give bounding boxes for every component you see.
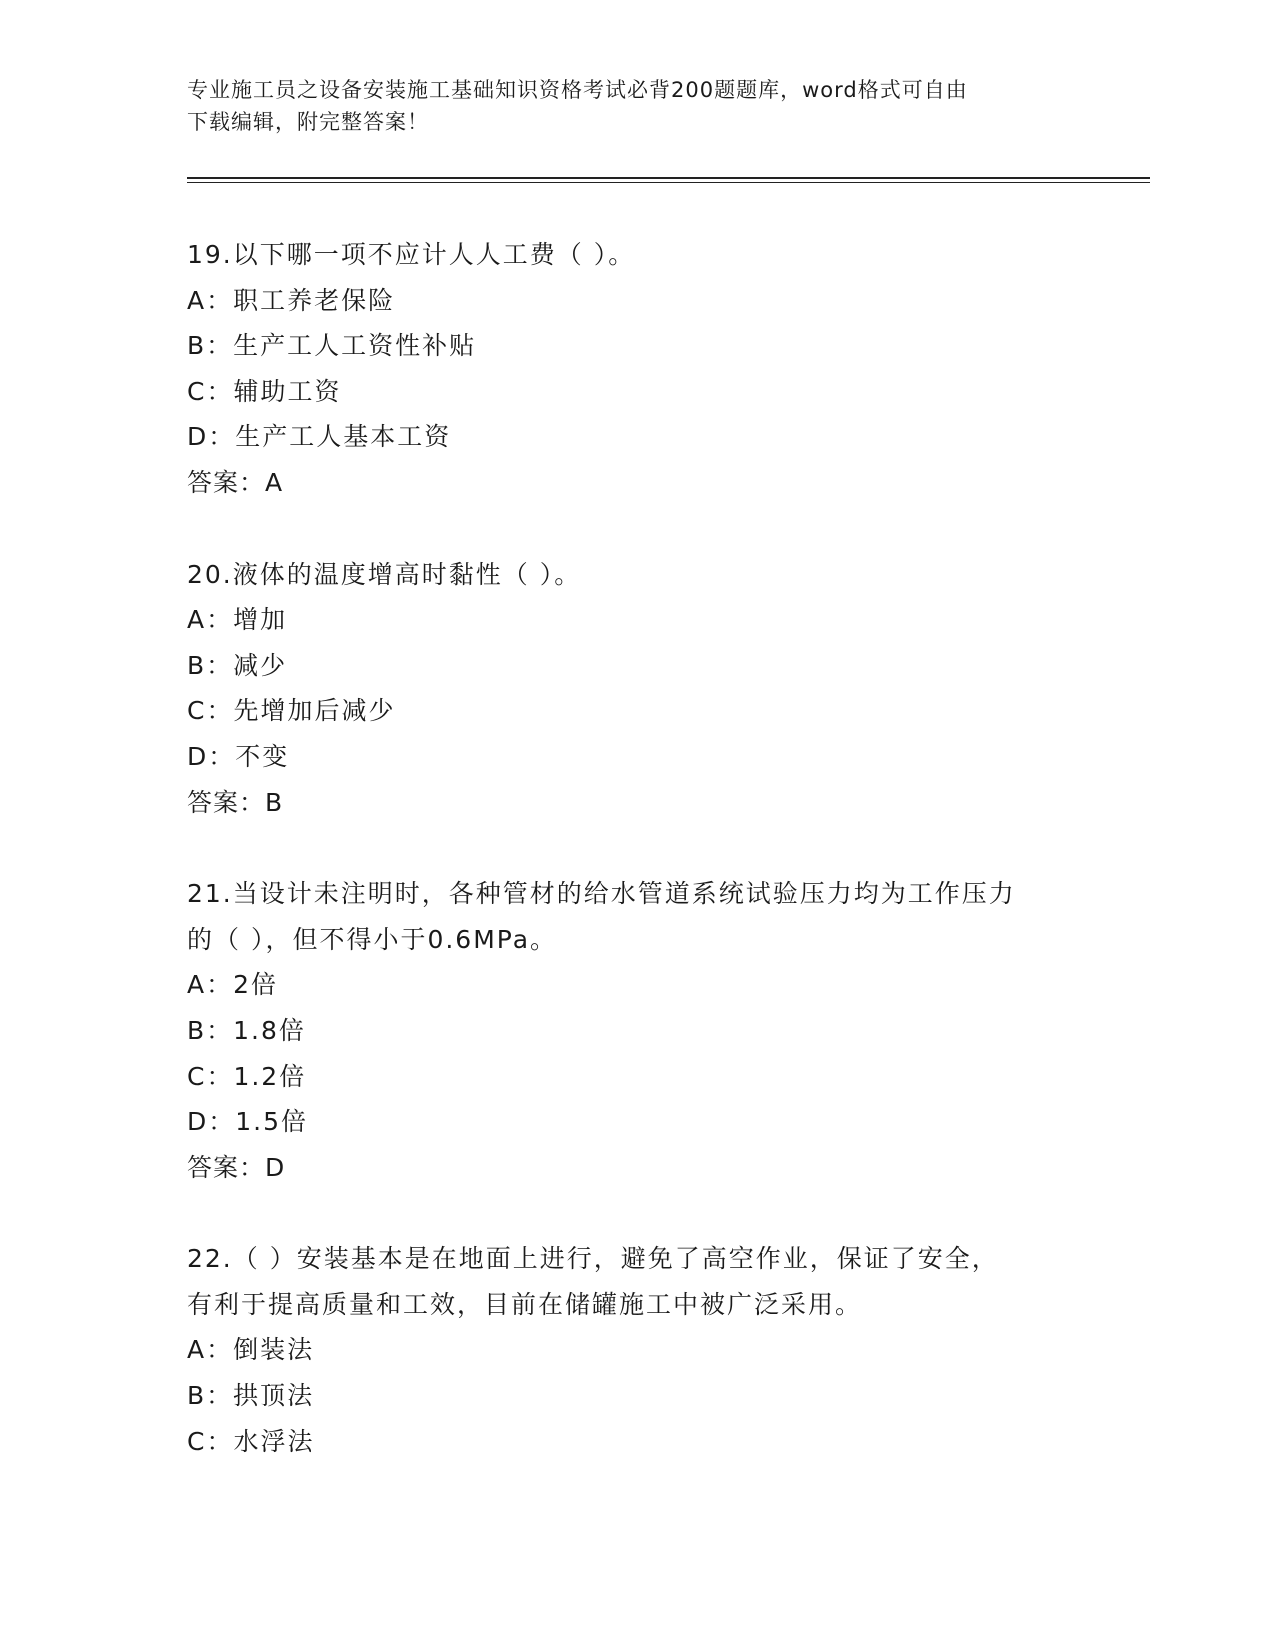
option-a: A：倒装法 <box>187 1335 315 1365</box>
option-c: C：先增加后减少 <box>187 696 396 726</box>
question-stem: 19.以下哪一项不应计人人工费（ ）。 <box>187 240 636 269</box>
question-stem-line-1: 21.当设计未注明时，各种管材的给水管道系统试验压力均为工作压力 <box>187 879 1016 909</box>
option-b: B：减少 <box>187 650 288 680</box>
header-line-2: 下载编辑，附完整答案！ <box>187 110 429 134</box>
question-stem-line-2: 有利于提高质量和工效，目前在储罐施工中被广泛采用。 <box>187 1289 863 1319</box>
option-b: B：1.8倍 <box>187 1015 306 1045</box>
question-20 <box>187 552 1087 826</box>
question-22 <box>187 1236 1087 1464</box>
option-a: A：职工养老保险 <box>187 285 396 315</box>
question-21 <box>187 871 1087 1190</box>
option-d: D：不变 <box>187 741 290 771</box>
option-d: D：1.5倍 <box>187 1107 309 1137</box>
document-header <box>187 74 1067 138</box>
option-b: B：拱顶法 <box>187 1381 315 1411</box>
answer: 答案：A <box>187 467 284 497</box>
question-19 <box>187 232 1087 506</box>
question-stem-line-2: 的（ ），但不得小于0.6MPa。 <box>187 924 558 954</box>
option-c: C：水浮法 <box>187 1426 315 1456</box>
option-c: C：辅助工资 <box>187 376 342 406</box>
header-rule-thick <box>187 177 1150 179</box>
question-stem-line-1: 22.（ ）安装基本是在地面上进行，避免了高空作业，保证了安全， <box>187 1244 999 1274</box>
option-a: A：增加 <box>187 605 288 635</box>
question-stem: 20.液体的温度增高时黏性（ ）。 <box>187 559 582 589</box>
option-c: C：1.2倍 <box>187 1061 307 1091</box>
option-d: D：生产工人基本工资 <box>187 422 452 452</box>
header-line-1: 专业施工员之设备安装施工基础知识资格考试必背200题题库，word格式可自由 <box>187 78 968 102</box>
option-a: A：2倍 <box>187 970 279 1000</box>
answer: 答案：B <box>187 787 284 817</box>
option-b: B：生产工人工资性补贴 <box>187 331 477 361</box>
answer: 答案：D <box>187 1152 286 1182</box>
header-rule-thin <box>187 182 1150 183</box>
question-list <box>187 232 1087 1510</box>
